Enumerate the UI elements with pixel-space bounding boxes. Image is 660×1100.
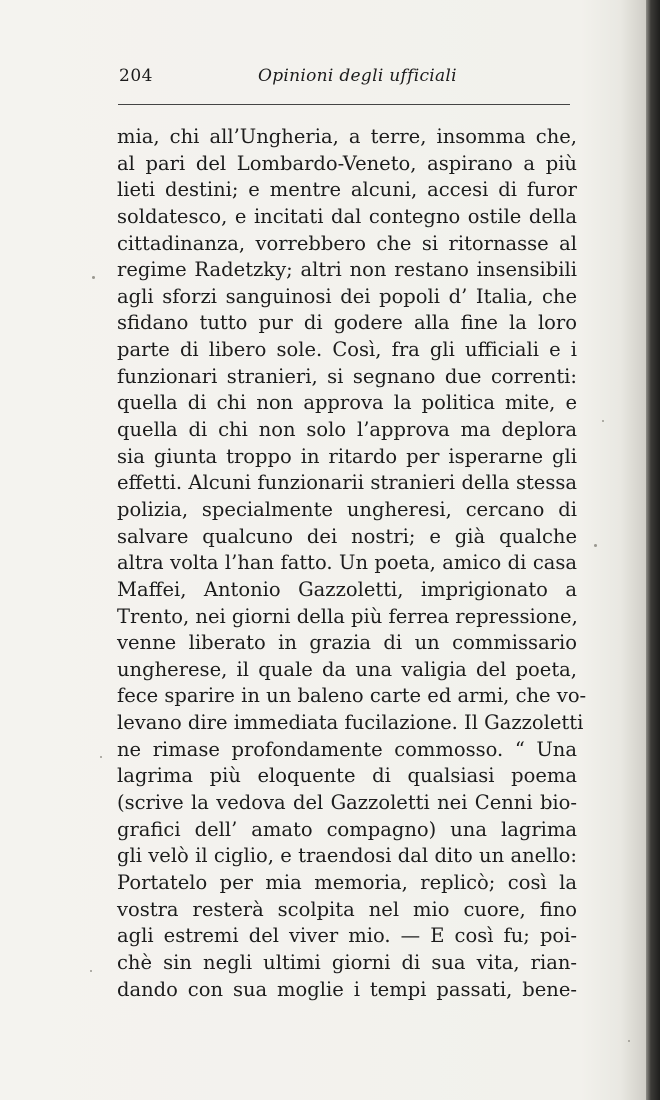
- text-line: regime Radetzky; altri non restano insensibili: [117, 258, 577, 282]
- text-line: venne liberato in grazia di un commissario: [117, 631, 577, 655]
- page-number: 204: [119, 66, 153, 86]
- text-line: polizia, specialmente ungheresi, cercano di: [117, 497, 577, 521]
- text-line: funzionari stranieri, si segnano due correnti:: [117, 364, 577, 388]
- text-line: agli estremi del viver mio. — E così fu; poi-: [117, 924, 577, 948]
- text-line: ungherese, il quale da una valigia del poeta,: [117, 657, 577, 681]
- text-line: cittadinanza, vorrebbero che si ritornasse al: [117, 231, 577, 255]
- text-line: quella di chi non solo l’approva ma deplora: [117, 418, 577, 442]
- paper-speck: [100, 756, 102, 758]
- text-line: sia giunta troppo in ritardo per isperarne gli: [117, 444, 577, 468]
- text-line: Portatelo per mia memoria, replicò; così la: [117, 870, 577, 894]
- text-line: lagrima più eloquente di qualsiasi poema: [117, 764, 577, 788]
- text-line: ne rimase profondamente commosso. “ Una: [117, 737, 577, 761]
- text-line: sfidano tutto pur di godere alla fine la loro: [117, 311, 577, 335]
- text-line: grafici dell’ amato compagno) una lagrima: [117, 817, 577, 841]
- paper-speck: [90, 970, 92, 972]
- paper-speck: [594, 544, 597, 547]
- text-line: lieti destini; e mentre alcuni, accesi di furor: [117, 178, 577, 202]
- text-line: salvare qualcuno dei nostri; e già qualche: [117, 524, 577, 548]
- text-line: vostra resterà scolpita nel mio cuore, fino: [117, 897, 577, 921]
- paper-speck: [602, 420, 604, 422]
- running-head: [114, 66, 574, 96]
- paper-speck: [628, 1040, 630, 1042]
- text-line: mia, chi all’Ungheria, a terre, insomma che,: [117, 125, 577, 148]
- text-line: altra volta l’han fatto. Un poeta, amico di casa: [117, 551, 577, 575]
- text-line: quella di chi non approva la politica mite, e: [117, 391, 577, 415]
- text-line: effetti. Alcuni funzionarii stranieri della stessa: [117, 471, 577, 495]
- text-line: al pari del Lombardo-Veneto, aspirano a più: [117, 151, 577, 175]
- text-line: chè sin negli ultimi giorni di sua vita, rian-: [117, 950, 577, 974]
- text-line: soldatesco, e incitati dal contegno ostile della: [117, 204, 577, 228]
- page-edge-shadow: [646, 0, 660, 1100]
- text-line: levano dire immediata fucilazione. Il Gazzoletti: [117, 711, 584, 735]
- text-line: dando con sua moglie i tempi passati, bene-: [117, 977, 577, 1001]
- text-line: Maffei, Antonio Gazzoletti, imprigionato a: [117, 577, 577, 601]
- header-rule: [118, 104, 570, 105]
- paper-speck: [92, 276, 95, 279]
- running-title: Opinioni degli ufficiali: [258, 66, 457, 86]
- body-text: [117, 124, 587, 1003]
- text-line: (scrive la vedova del Gazzoletti nei Cenni bio-: [117, 791, 577, 815]
- text-line: agli sforzi sanguinosi dei popoli d’ Italia, che: [117, 284, 577, 308]
- text-line: parte di libero sole. Così, fra gli ufficiali e i: [117, 338, 577, 362]
- text-line: gli velò il ciglio, e traendosi dal dito un anello:: [117, 844, 577, 868]
- text-line: fece sparire in un baleno carte ed armi, che vo-: [117, 684, 587, 708]
- text-line: Trento, nei giorni della più ferrea repressione,: [117, 604, 578, 628]
